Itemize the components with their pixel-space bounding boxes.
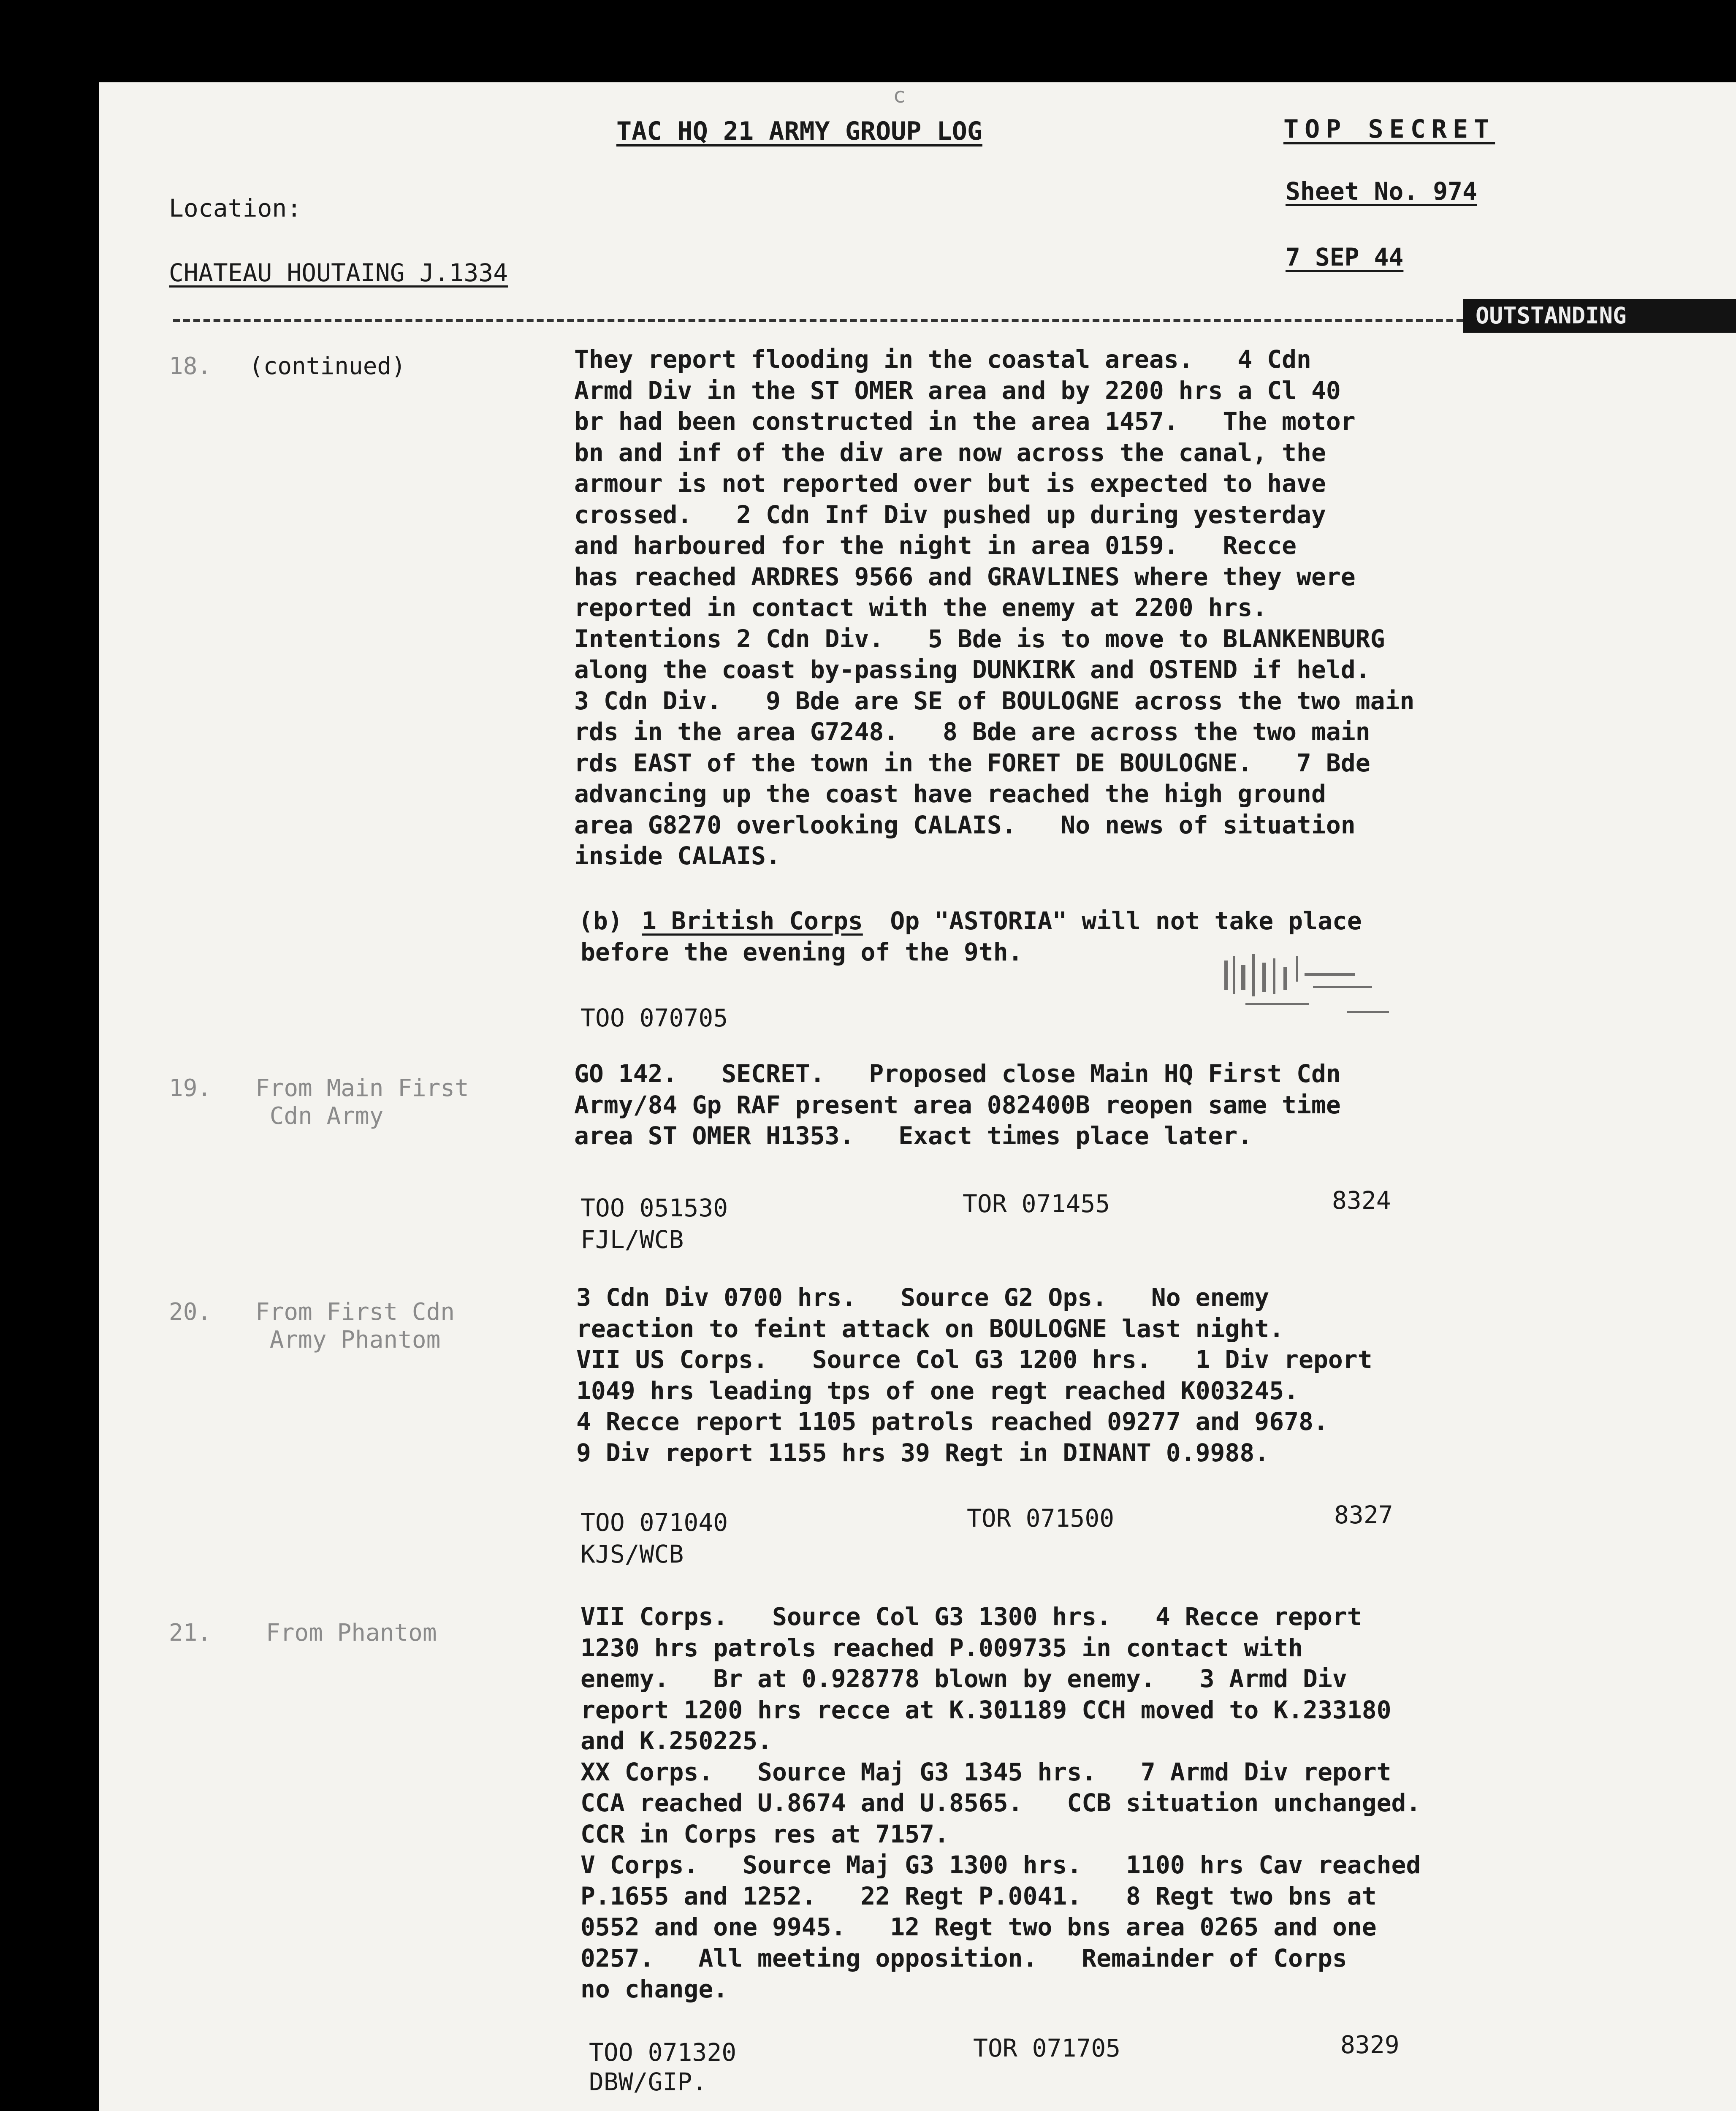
entry-operators: KJS/WCB (580, 1540, 684, 1568)
log-title: TAC HQ 21 ARMY GROUP LOG (616, 117, 982, 146)
sheet-number: Sheet No. 974 (1286, 177, 1477, 206)
location-label: Location: (169, 194, 302, 222)
entry-too: TOO 051530 (580, 1194, 728, 1222)
location-value: CHATEAU HOUTAING J.1334 (169, 258, 508, 287)
entry-number: 21. (169, 1619, 212, 1647)
entry-tor: TOR 071500 (967, 1504, 1115, 1533)
entry-too: TOO 071320 (589, 2038, 737, 2067)
entry-text: GO 142. SECRET. Proposed close Main HQ First Cdn Army/84 Gp RAF present area 082400B reopen same time area ST OMER H1353. Exact times place later. (574, 1059, 1341, 1150)
outstanding-column-header: OUTSTANDING (1463, 299, 1736, 333)
ink-stamp-smudge (1220, 948, 1397, 1032)
entry-text: VII Corps. Source Col G3 1300 hrs. 4 Recce report 1230 hrs patrols reached P.009735 in contact with enemy. Br at 0.928778 blown by enemy. 3 Armd Div report 1200 hrs recce at K.301189 CCH moved to K.233180 and K.250225. XX Corps. Source Maj G3 1345 hrs. 7 Armd Div report CCA reached U.8674 and U.8565. CCB situation unchanged. CCR in Corps res at 7157. V Corps. Source Maj G3 1300 hrs. 1100 hrs Cav reached P.1655 and 1252. 22 Regt P.0041. 8 Regt two bns at 0552 and one 9945. 12 Regt two bns area 0265 and one 0257. All meeting opposition. Remainder of Corps no change. (580, 1602, 1421, 2003)
entry-number: 20. (169, 1298, 212, 1326)
entry-sub-text: Op "ASTORIA" will not take place before the evening of the 9th. (580, 906, 1362, 966)
entry-tor: TOR 071705 (973, 2034, 1121, 2062)
entry-operators: DBW/GIP. (589, 2068, 707, 2096)
entry-too: TOO 070705 (580, 1004, 728, 1032)
entry-too: TOO 071040 (580, 1508, 728, 1537)
entry-source: (continued) (249, 353, 406, 380)
pencil-mark: c (893, 83, 906, 108)
entry-text: They report flooding in the coastal areas. 4 Cdn Armd Div in the ST OMER area and by 2200 hrs a Cl 40 br had been constructed in the area 1457. The motor bn and inf of the div are now across the canal, the armour is not reported over but is expected to have crossed. 2 Cdn Inf Div pushed up during yesterday and harboured for the night in area 0159. Recce has reached ARDRES 9566 and GRAVLINES where they were reported in contact with the enemy at 2200 hrs. Intentions 2 Cdn Div. 5 Bde is to move to BLANKENBURG along the coast by-passing DUNKIRK and OSTEND if held. 3 Cdn Div. 9 Bde are SE of BOULOGNE across the two main rds in the area G7248. 8 Bde are across the two main rds EAST of the town in the FORET DE BOULOGNE. 7 Bde advancing up the coast have reached the high ground area G8270 overlooking CALAIS. No news of situation inside CALAIS. (574, 345, 1415, 870)
entry-source: From Phantom (266, 1619, 437, 1647)
entry-source: From Main First Cdn Army (255, 1074, 469, 1130)
entry-text: 3 Cdn Div 0700 hrs. Source G2 Ops. No enemy reaction to feint attack on BOULOGNE last night. VII US Corps. Source Col G3 1200 hrs. 1 Div report 1049 hrs leading tps of one regt reached K003245. 4 Recce report 1105 patrols reached 09277 and 9678. 9 Div report 1155 hrs 39 Regt in DINANT 0.9988. (576, 1283, 1373, 1467)
log-date: 7 SEP 44 (1286, 243, 1404, 271)
entry-ref: 8324 (1332, 1186, 1391, 1215)
log-sheet (99, 82, 1736, 2111)
entry-source: From First Cdn Army Phantom (255, 1298, 455, 1354)
entry-number: 19. (169, 1074, 212, 1102)
entry-sub-label: (b) (578, 906, 623, 935)
entry-ref: 8327 (1334, 1500, 1393, 1529)
entry-operators: FJL/WCB (580, 1225, 684, 1254)
entry-number: 18. (169, 353, 212, 380)
classification: TOP SECRET (1283, 114, 1495, 144)
entry-tor: TOR 071455 (963, 1189, 1110, 1218)
entry-ref: 8329 (1340, 2030, 1400, 2059)
entry-sub-heading: 1 British Corps (642, 906, 863, 935)
